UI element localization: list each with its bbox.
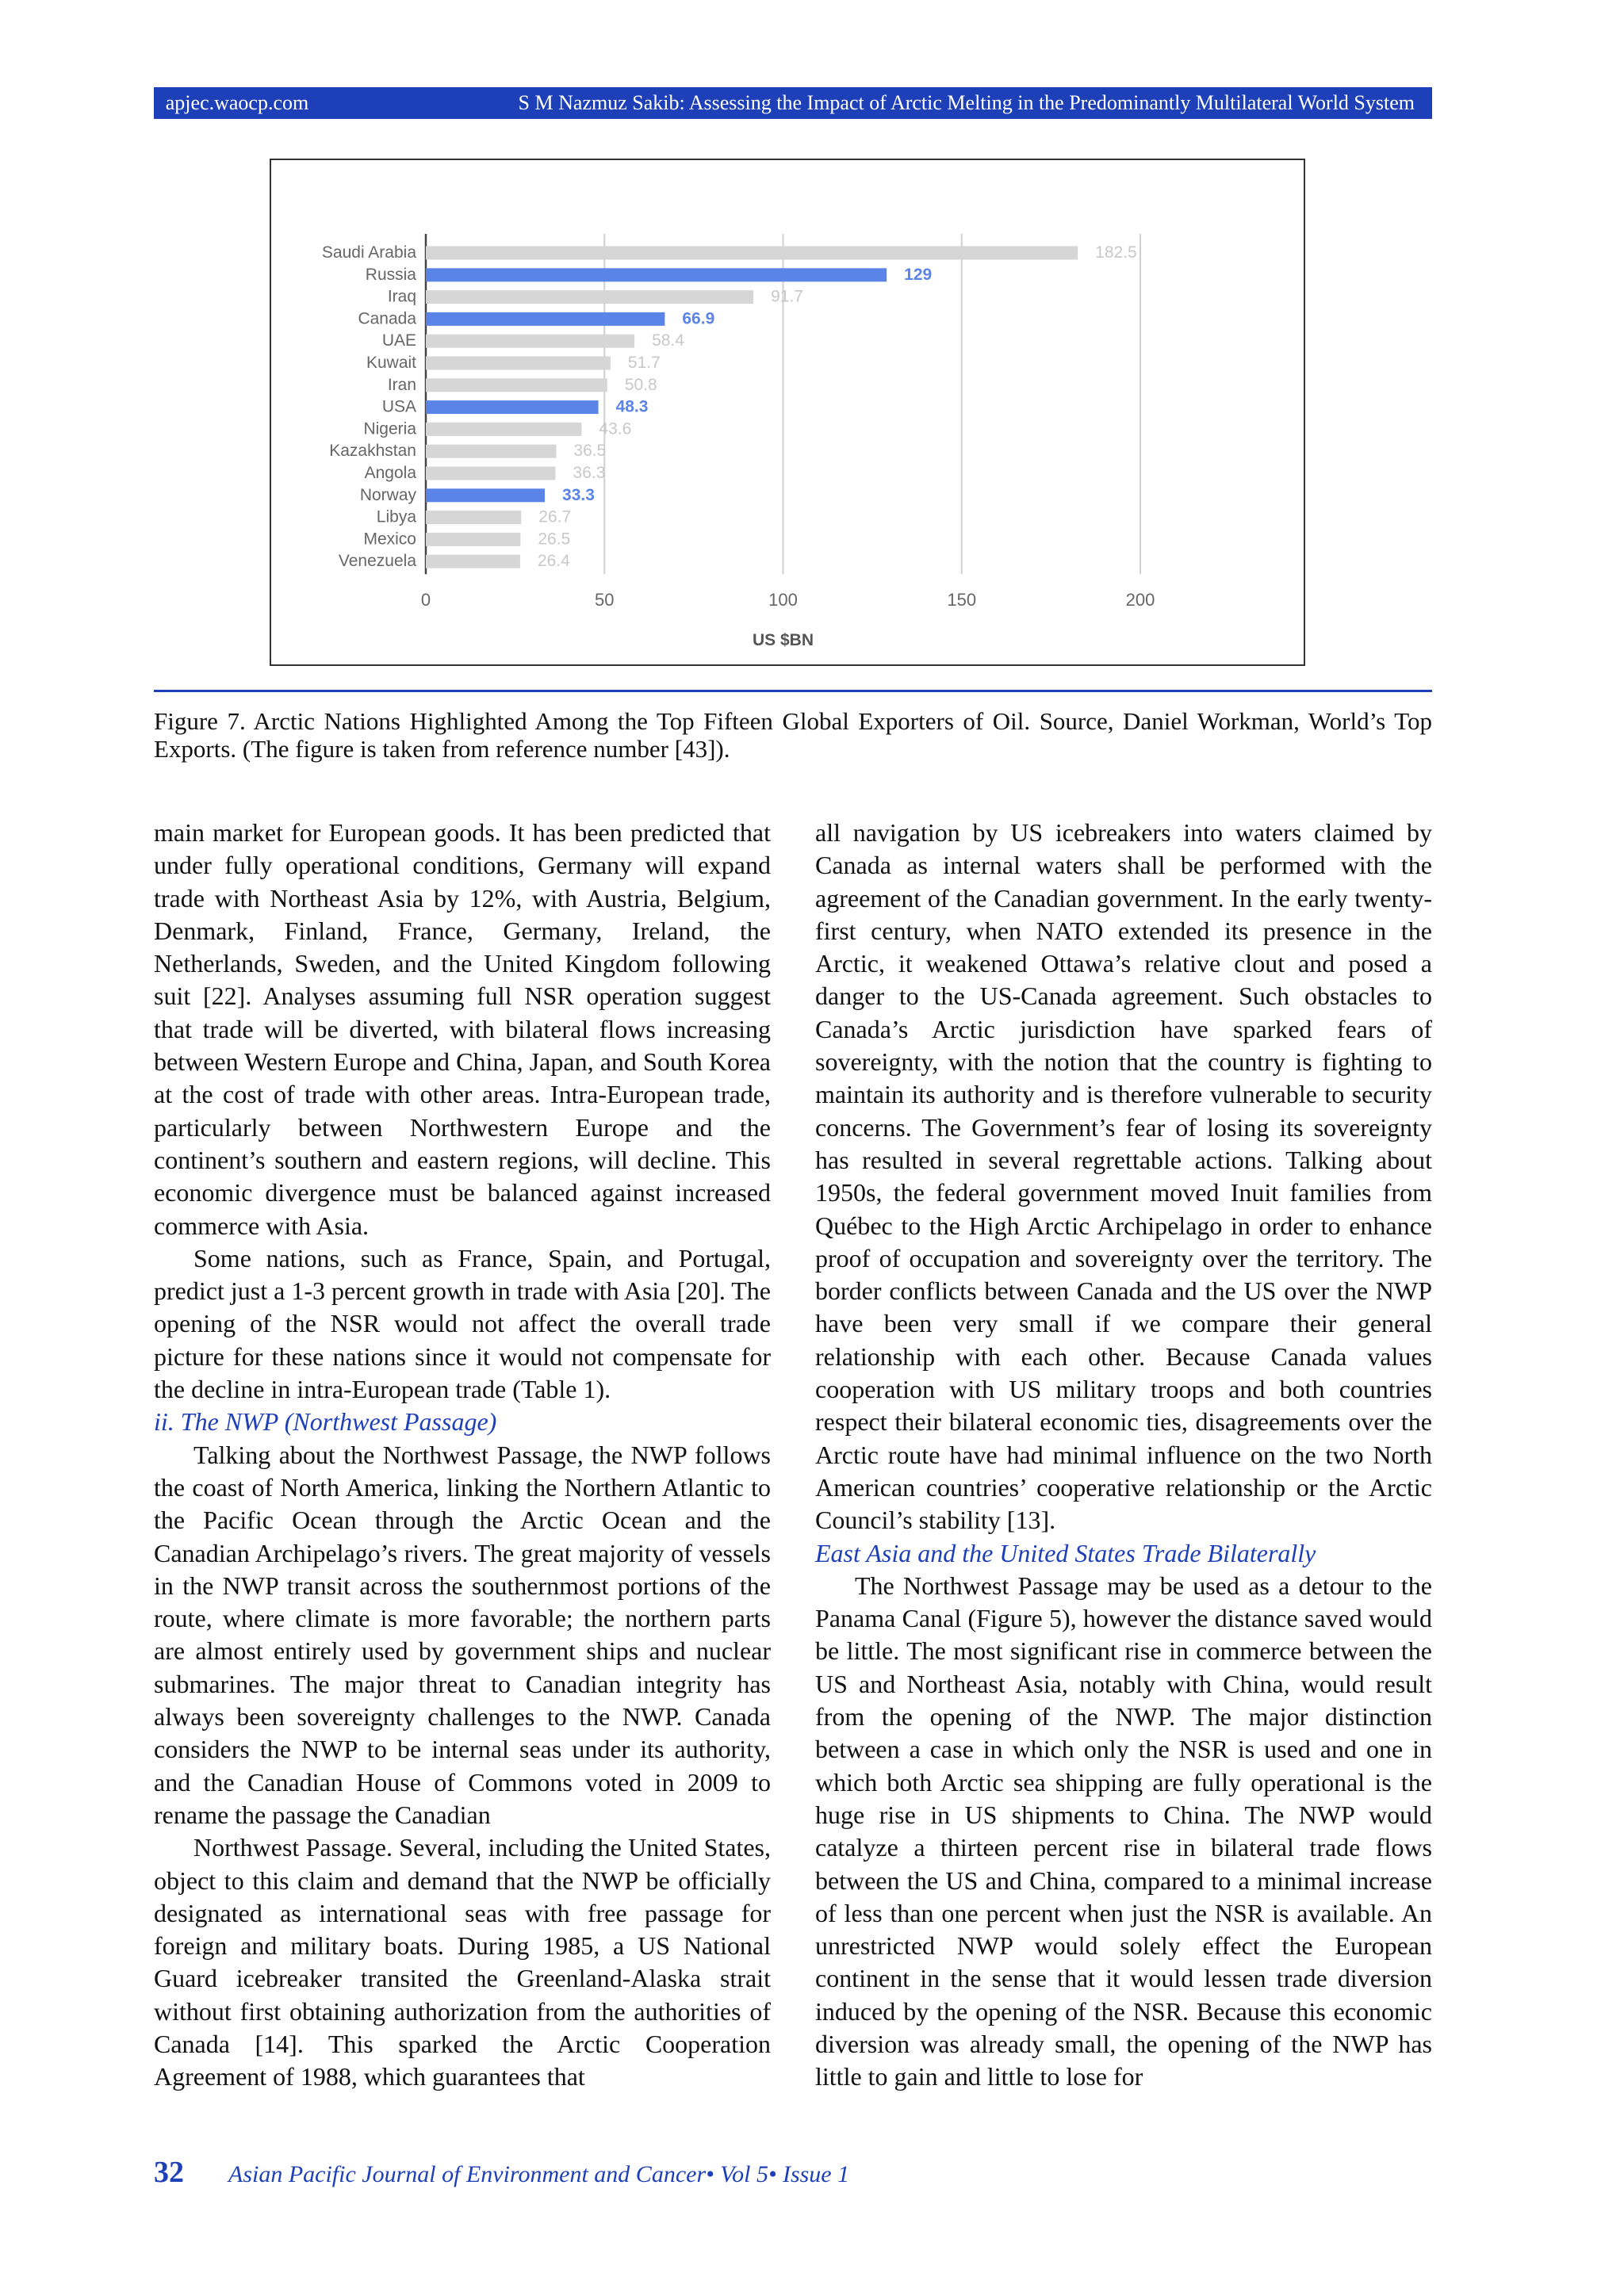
- value-label: 36.5: [573, 442, 607, 461]
- x-tick-label: 150: [947, 590, 977, 610]
- category-label: Iraq: [387, 287, 416, 306]
- bar-iraq: [426, 290, 753, 304]
- category-label: Angola: [364, 464, 416, 482]
- paragraph: all navigation by US icebreakers into waters claimed by Canada as internal waters shall be performed with the agreement of the Canadian government. In the early twenty-first century, when NATO extended its presence in the Arctic, it weakened Ottawa’s relative clout and posed a danger to the US-Canada agreement. Such obstacles to Canada’s Arctic jurisdiction have sparked fears of sovereignty, with the notion that the country is fighting to maintain its authority and is therefore vulnerable to security concerns. The Government’s fear of losing its sovereignty has resulted in several regrettable actions. Talking about 1950s, the federal government moved Inuit families from Québec to the High Arctic Archipelago in order to enhance proof of occupation and sovereignty over the territory. The border conflicts between Canada and the US over the NWP have been very small if we compare their general relationship with each other. Because Canada values cooperation with US military troops and both countries respect their bilateral economic ties, disagreements over the Arctic route have had minimal influence on the two North American countries’ cooperative relationship or the Arctic Council’s stability [13].: [815, 818, 1432, 1535]
- value-label: 182.5: [1095, 243, 1137, 262]
- oil-exporters-bar-chart: [271, 160, 1304, 664]
- journal-name: Asian Pacific Journal of Environment and Cancer• Vol 5• Issue 1: [228, 2161, 850, 2187]
- category-label: Norway: [359, 485, 416, 504]
- value-label: 58.4: [652, 331, 684, 350]
- value-label: 26.5: [538, 530, 571, 549]
- bar-canada: [426, 312, 665, 326]
- value-label: 43.6: [599, 419, 632, 438]
- paragraph: Northwest Passage. Several, including the United States, object to this claim and demand that the NWP be officially designated as international seas with free passage for foreign and military boats. During 1985, a US National Guard icebreaker transited the Greenland-Alaska strait without first obtaining authorization from the authorities of Canada [14]. This sparked the Arctic Cooperation Agreement of 1988, which guarantees that: [154, 1833, 771, 2091]
- value-label: 48.3: [615, 397, 649, 416]
- right-column: [815, 817, 1432, 2094]
- journal-site: apjec.waocp.com: [165, 91, 309, 114]
- category-label: Kuwait: [366, 354, 416, 372]
- category-label: Libya: [376, 507, 416, 526]
- category-label: Iran: [387, 375, 416, 394]
- bar-kuwait: [426, 357, 611, 370]
- value-label: 36.3: [573, 464, 606, 482]
- value-label: 33.3: [562, 485, 595, 504]
- bar-russia: [426, 268, 887, 281]
- category-label: Canada: [358, 309, 416, 328]
- value-label: 91.7: [771, 287, 803, 306]
- value-label: 26.7: [538, 507, 572, 526]
- section-heading-east-asia: East Asia and the United States Trade Bilaterally: [815, 1538, 1316, 1567]
- x-axis-title: US $BN: [752, 631, 814, 650]
- x-tick-label: 100: [768, 590, 798, 610]
- category-label: UAE: [381, 331, 416, 350]
- figure-7: [270, 159, 1305, 666]
- x-tick-label: 200: [1125, 590, 1155, 610]
- bar-usa: [426, 400, 599, 414]
- bar-nigeria: [426, 423, 581, 436]
- bar-norway: [426, 488, 545, 502]
- value-label: 50.8: [624, 375, 657, 394]
- running-title: S M Nazmuz Sakib: Assessing the Impact of Arctic Melting in the Predominantly Multilateral World System: [518, 91, 1415, 114]
- value-label: 129: [904, 265, 933, 284]
- paragraph: Some nations, such as France, Spain, and Portugal, predict just a 1-3 percent growth in trade with Asia [20]. The opening of the NSR would not affect the overall trade picture for these nations since it would not compensate for the decline in intra-European trade (Table 1).: [154, 1243, 771, 1404]
- bar-uae: [426, 335, 634, 348]
- paragraph: Talking about the Northwest Passage, the NWP follows the coast of North America, linking the Northern Atlantic to the Pacific Ocean through the Arctic Ocean and the Canadian Archipelago’s rivers. The great majority of vessels in the NWP transit across the southernmost portions of the route, where climate is more favorable; the northern parts are almost entirely used by government ships and nuclear submarines. The major threat to Canadian integrity has always been sovereignty challenges to the NWP. Canada considers the NWP to be internal seas under its authority, and the Canadian House of Commons voted in 2009 to rename the passage the Canadian: [154, 1440, 771, 1829]
- bar-iran: [426, 378, 607, 392]
- page-footer: [154, 2155, 1432, 2190]
- running-header: [154, 87, 1432, 119]
- value-label: 51.7: [627, 354, 661, 372]
- value-label: 66.9: [682, 309, 715, 328]
- category-label: Mexico: [363, 530, 416, 549]
- category-label: Russia: [365, 265, 416, 284]
- x-tick-label: 0: [420, 590, 431, 610]
- bar-angola: [426, 467, 556, 480]
- value-label: 26.4: [537, 552, 570, 571]
- left-column: [154, 817, 771, 2094]
- category-label: Kazakhstan: [329, 442, 416, 461]
- bar-saudi-arabia: [426, 247, 1078, 260]
- page-number: 32: [154, 2156, 184, 2189]
- bar-libya: [426, 511, 521, 524]
- figure-rule: [154, 690, 1432, 692]
- section-heading-nwp: ii. The NWP (Northwest Passage): [154, 1407, 497, 1437]
- x-tick-label: 50: [595, 590, 615, 610]
- paragraph: main market for European goods. It has been predicted that under fully operational conditions, Germany will expand trade with Northeast Asia by 12%, with Austria, Belgium, Denmark, Finland, France, Germany, Ireland, the Netherlands, Sweden, and the United Kingdom following suit [22]. Analyses assuming full NSR operation suggest that trade will be diverted, with bilateral flows increasing between Western Europe and China, Japan, and South Korea at the cost of trade with other areas. Intra-European trade, particularly between Northwestern Europe and the continent’s southern and eastern regions, will decline. This economic divergence must be balanced against increased commerce with Asia.: [154, 818, 771, 1240]
- category-label: USA: [381, 397, 416, 416]
- category-label: Nigeria: [363, 419, 416, 438]
- bar-venezuela: [426, 555, 520, 568]
- bar-kazakhstan: [426, 445, 556, 458]
- category-label: Saudi Arabia: [321, 243, 416, 262]
- bar-mexico: [426, 533, 520, 546]
- figure-caption: Figure 7. Arctic Nations Highlighted Among the Top Fifteen Global Exporters of Oil. Source, Daniel Workman, World’s Top Exports. (The figure is taken from reference number [43]).: [154, 707, 1432, 763]
- paragraph: The Northwest Passage may be used as a detour to the Panama Canal (Figure 5), however the distance saved would be little. The most significant rise in commerce between the US and Northeast Asia, notably with China, would result from the opening of the NWP. The major distinction between a case in which only the NSR is used and one in which both Arctic sea shipping are fully operational is the huge rise in US shipments to China. The NWP would catalyze a thirteen percent rise in bilateral trade flows between the US and China, compared to a minimal increase of less than one percent when just the NSR is available. An unrestricted NWP would solely effect the European continent in the sense that it would lessen trade diversion induced by the opening of the NSR. Because this economic diversion was already small, the opening of the NWP has little to gain and little to lose for: [815, 1571, 1432, 2091]
- category-label: Venezuela: [338, 552, 416, 571]
